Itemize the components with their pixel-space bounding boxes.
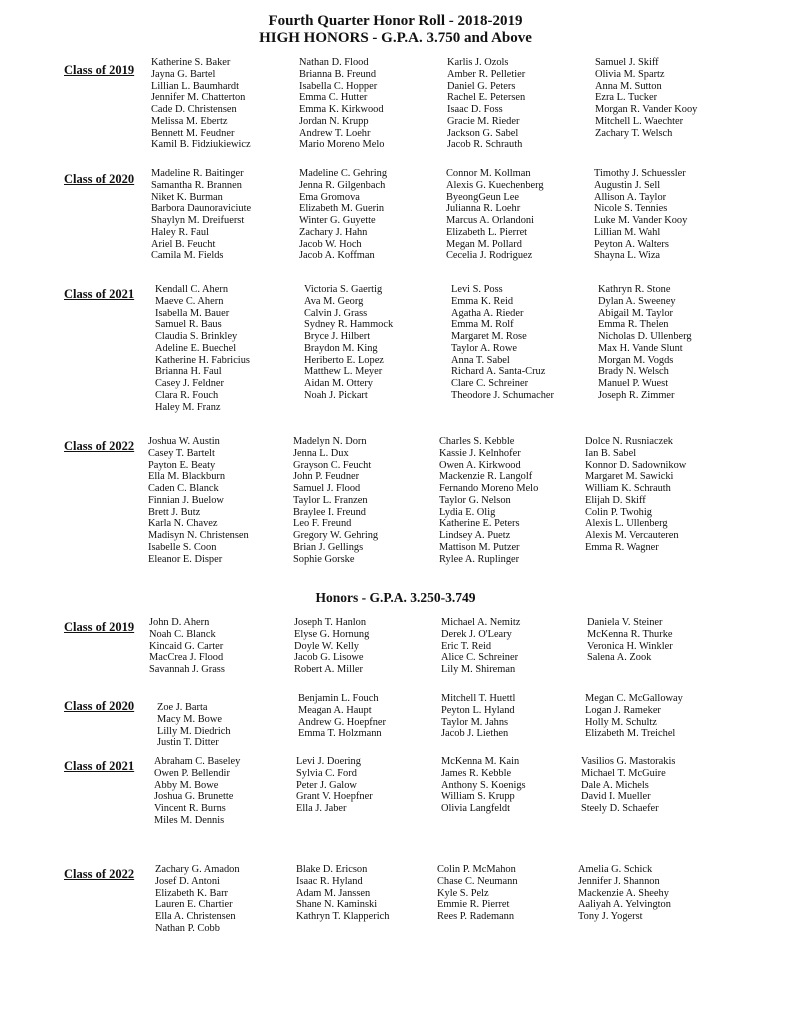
student-name: Megan C. McGalloway: [585, 693, 683, 704]
student-name: Alice C. Schreiner: [441, 652, 519, 664]
student-name: Owen P. Bellendir: [154, 767, 230, 779]
student-name: ByeongGeun Lee: [446, 191, 519, 203]
student-name: Fernando Moreno Melo: [439, 483, 539, 494]
student-name: Abigail M. Taylor: [598, 307, 673, 319]
student-name: Holly M. Schultz: [585, 716, 657, 728]
student-name: Doyle W. Kelly: [294, 640, 359, 652]
student-name: Tony J. Yogerst: [578, 911, 643, 922]
student-name: Victoria S. Gaertig: [304, 284, 383, 295]
name-column: [581, 756, 675, 815]
student-name: Elizabeth M. Guerin: [299, 203, 385, 215]
student-name: Lily M. Shireman: [441, 664, 516, 675]
class-year-label: Class of 2022: [64, 867, 135, 881]
student-name: Jordan N. Krupp: [299, 115, 369, 127]
student-name: Kyle S. Pelz: [437, 887, 489, 899]
student-name: Olivia M. Spartz: [595, 68, 665, 80]
student-name: Katherine S. Baker: [151, 57, 231, 68]
student-name: Peyton L. Hyland: [441, 704, 515, 716]
student-name: Karla N. Chavez: [148, 518, 218, 530]
student-name: Katherine E. Peters: [439, 518, 520, 530]
student-name: Agatha A. Rieder: [451, 307, 524, 319]
student-name: Sylvia C. Ford: [296, 767, 357, 779]
student-name: Jacob R. Schrauth: [447, 139, 523, 151]
name-column: [296, 864, 389, 923]
student-name: Logan J. Rameker: [585, 704, 661, 716]
student-name: Michael T. McGuire: [581, 767, 666, 779]
honor-roll-title: Fourth Quarter Honor Roll - 2018-2019: [268, 13, 523, 29]
student-name: Shane N. Kaminski: [296, 899, 378, 911]
name-column: [155, 864, 240, 935]
class-year-label: Class of 2020: [64, 699, 135, 713]
student-name: Caden C. Blanck: [148, 483, 219, 494]
name-column: [294, 617, 369, 676]
student-name: Lillian M. Wahl: [594, 226, 661, 238]
name-column: [151, 57, 251, 151]
student-name: Steely D. Schaefer: [581, 803, 659, 814]
student-name: Niket K. Burman: [151, 191, 223, 203]
student-name: Ariel B. Feucht: [151, 238, 216, 250]
student-name: Alexis M. Vercauteren: [585, 530, 679, 541]
student-name: Rees P. Rademann: [437, 911, 515, 922]
name-column: [441, 693, 515, 740]
student-name: Max H. Vande Slunt: [598, 342, 683, 354]
student-name: Kathryn T. Klapperich: [296, 911, 390, 922]
student-name: Maeve C. Ahern: [155, 295, 224, 307]
student-name: Emma C. Hutter: [299, 92, 368, 104]
student-name: Jacob W. Hoch: [299, 238, 362, 250]
student-name: Julianna R. Loehr: [446, 203, 521, 215]
student-name: Cecelia J. Rodriguez: [446, 250, 533, 262]
student-name: Andrew T. Loehr: [299, 127, 371, 139]
student-name: Cade D. Christensen: [151, 104, 237, 115]
class-year-label: Class of 2021: [64, 287, 135, 301]
student-name: Winter G. Guyette: [299, 215, 376, 226]
student-name: Isaac R. Hyland: [296, 875, 363, 887]
student-name: Jennifer M. Chatterton: [151, 92, 246, 104]
student-name: Casey T. Bartelt: [148, 447, 215, 459]
student-name: Isabella C. Hopper: [299, 80, 378, 92]
student-name: Noah C. Blanck: [149, 628, 216, 640]
student-name: Isabella M. Bauer: [155, 307, 230, 319]
student-name: Kendall C. Ahern: [155, 284, 229, 295]
student-name: Brian J. Gellings: [293, 541, 364, 553]
high-honors-heading: HIGH HONORS - G.P.A. 3.750 and Above: [259, 30, 532, 46]
student-name: Kassie J. Kelnhofer: [439, 447, 521, 459]
class-year-label: Class of 2020: [64, 172, 135, 186]
student-name: Rachel E. Petersen: [447, 92, 526, 104]
student-name: Daniel G. Peters: [447, 80, 516, 92]
student-name: Haley M. Franz: [155, 401, 221, 413]
student-name: Matthew L. Meyer: [304, 366, 383, 378]
student-name: Brett J. Butz: [148, 506, 201, 518]
student-name: Zachary J. Hahn: [299, 226, 368, 238]
student-name: Anthony S. Koenigs: [441, 779, 526, 791]
student-name: Allison A. Taylor: [594, 191, 667, 203]
student-name: Joseph T. Hanlon: [294, 617, 367, 628]
student-name: Abraham C. Baseley: [154, 756, 241, 767]
student-name: Emma R. Wagner: [585, 541, 659, 553]
student-name: Ian B. Sabel: [585, 447, 637, 459]
student-name: Kincaid G. Carter: [149, 640, 224, 652]
student-name: John D. Ahern: [149, 617, 210, 628]
student-name: Andrew G. Hoepfner: [298, 716, 387, 728]
student-name: Melissa M. Ebertz: [151, 115, 228, 127]
student-name: Salena A. Zook: [587, 652, 652, 664]
class-year-label: Class of 2021: [64, 759, 135, 773]
student-name: Bennett M. Feudner: [151, 127, 235, 139]
student-name: Justin T. Ditter: [157, 737, 219, 749]
student-name: Katherine H. Fabricius: [155, 354, 250, 366]
student-name: Taylor L. Franzen: [293, 494, 368, 506]
student-name: Kathryn R. Stone: [598, 284, 671, 295]
student-name: Grayson C. Feucht: [293, 459, 372, 471]
student-name: Nicholas D. Ullenberg: [598, 331, 692, 342]
student-name: Jenna L. Dux: [293, 447, 349, 459]
student-name: Amelia G. Schick: [578, 864, 653, 875]
student-name: Dolce N. Rusniaczek: [585, 436, 674, 447]
student-name: Brady N. Welsch: [598, 366, 669, 378]
student-name: Dale A. Michels: [581, 779, 649, 791]
student-name: Josef D. Antoni: [155, 875, 220, 887]
student-name: Colin P. Twohig: [585, 506, 652, 518]
student-name: Noah J. Pickart: [304, 389, 368, 401]
student-name: Margaret M. Rose: [451, 331, 527, 342]
student-name: Macy M. Bowe: [157, 713, 222, 725]
student-name: Joshua G. Brunette: [154, 791, 234, 803]
student-name: Lindsey A. Puetz: [439, 530, 511, 541]
name-column: [148, 436, 249, 565]
name-column: [296, 756, 373, 815]
student-name: Emmie R. Pierret: [437, 899, 510, 911]
student-name: Morgan R. Vander Kooy: [595, 104, 698, 115]
student-name: Aidan M. Ottery: [304, 378, 373, 389]
student-name: Eric T. Reid: [441, 640, 492, 652]
student-name: Mackenzie R. Langolf: [439, 471, 533, 483]
name-column: [441, 756, 526, 815]
student-name: Madeline R. Baitinger: [151, 168, 244, 179]
student-name: Sophie Gorske: [293, 553, 355, 565]
student-name: Augustin J. Sell: [594, 179, 661, 191]
student-name: Daniela V. Steiner: [587, 617, 663, 628]
student-name: James R. Kebble: [441, 767, 512, 779]
student-name: Adeline E. Buechel: [155, 342, 237, 354]
student-name: Elizabeth M. Treichel: [585, 728, 676, 740]
name-column: [149, 617, 225, 676]
student-name: Isabelle S. Coon: [148, 541, 217, 553]
student-name: Claudia S. Brinkley: [155, 331, 238, 342]
student-name: Charles S. Kebble: [439, 436, 515, 447]
student-name: Zachary T. Welsch: [595, 127, 673, 139]
student-name: Levi J. Doering: [296, 756, 361, 767]
name-column: [585, 693, 683, 740]
student-name: Theodore J. Schumacher: [451, 389, 555, 401]
student-name: Connor M. Kollman: [446, 168, 531, 179]
student-name: Miles M. Dennis: [154, 814, 225, 826]
student-name: McKenna R. Thurke: [587, 628, 673, 640]
student-name: Vincent R. Burns: [154, 803, 226, 814]
student-name: Braylee I. Freund: [293, 506, 366, 518]
name-column: [437, 864, 518, 923]
student-name: Anna M. Sutton: [595, 80, 662, 92]
student-name: Calvin J. Grass: [304, 307, 368, 319]
student-name: Nathan P. Cobb: [155, 922, 220, 934]
student-name: Jacob A. Koffman: [299, 250, 375, 262]
student-name: Emma R. Thelen: [598, 319, 669, 331]
student-name: Nathan D. Flood: [299, 57, 369, 68]
student-name: Ema Gromova: [299, 191, 360, 203]
student-name: Samantha R. Brannen: [151, 179, 242, 191]
student-name: Jennifer J. Shannon: [578, 875, 660, 887]
student-name: Veronica H. Winkler: [587, 640, 673, 652]
student-name: Mitchell T. Huettl: [441, 693, 516, 704]
student-name: Madisyn N. Christensen: [148, 530, 249, 541]
student-name: Zoe J. Barta: [157, 702, 208, 713]
student-name: Emma T. Holzmann: [298, 728, 382, 740]
class-year-label: Class of 2019: [64, 63, 135, 77]
student-name: Amber R. Pelletier: [447, 68, 526, 80]
student-name: Jackson G. Sabel: [447, 127, 519, 139]
student-name: Clare C. Schreiner: [451, 378, 529, 389]
student-name: Clara R. Fouch: [155, 389, 219, 401]
student-name: Ella M. Blackburn: [148, 471, 226, 483]
student-name: Elizabeth L. Pierret: [446, 226, 528, 238]
name-column: [451, 284, 554, 402]
student-name: Samuel J. Flood: [293, 483, 361, 494]
student-name: Gracie M. Rieder: [447, 115, 520, 127]
student-name: Rylee A. Ruplinger: [439, 553, 520, 565]
student-name: Chase C. Neumann: [437, 875, 518, 887]
student-name: Lydia E. Olig: [439, 506, 496, 518]
student-name: Michael A. Nemitz: [441, 617, 521, 628]
student-name: Adam M. Janssen: [296, 887, 371, 899]
student-name: Finnian J. Buelow: [148, 494, 224, 506]
name-column: [151, 168, 251, 262]
name-column: [585, 436, 686, 554]
student-name: Taylor A. Rowe: [451, 342, 517, 354]
student-name: Payton E. Beaty: [148, 459, 216, 471]
student-name: Derek J. O'Leary: [441, 628, 512, 640]
student-name: Olivia Langfeldt: [441, 803, 510, 814]
student-name: Anna T. Sabel: [451, 354, 510, 366]
student-name: Grant V. Hoepfner: [296, 791, 373, 803]
student-name: Manuel P. Wuest: [598, 378, 669, 389]
honors-heading: Honors - G.P.A. 3.250-3.749: [315, 590, 476, 605]
name-column: [439, 436, 538, 565]
name-column: [155, 284, 250, 413]
student-name: Sydney R. Hammock: [304, 319, 394, 331]
student-name: Taylor G. Nelson: [439, 494, 511, 506]
student-name: Elijah D. Skiff: [585, 494, 646, 506]
student-name: Vasilios G. Mastorakis: [581, 756, 676, 767]
student-name: Joshua W. Austin: [148, 436, 220, 447]
student-name: Timothy J. Schuessler: [594, 168, 686, 179]
student-name: Ella A. Christensen: [155, 911, 236, 922]
name-column: [441, 617, 520, 676]
name-column: [587, 617, 673, 664]
student-name: Joseph R. Zimmer: [598, 389, 675, 401]
student-name: John P. Feudner: [293, 471, 360, 483]
student-name: Mitchell L. Waechter: [595, 115, 684, 127]
student-name: Elizabeth K. Barr: [155, 887, 228, 899]
name-column: [595, 57, 697, 139]
student-name: Levi S. Poss: [451, 284, 503, 295]
student-name: Owen A. Kirkwood: [439, 459, 521, 471]
name-column: [447, 57, 525, 151]
student-name: Karlis J. Ozols: [447, 57, 509, 68]
name-column: [594, 168, 687, 262]
student-name: Casey J. Feldner: [155, 378, 224, 389]
student-name: Taylor M. Jahns: [441, 716, 509, 728]
student-name: Dylan A. Sweeney: [598, 295, 676, 307]
student-name: Megan M. Pollard: [446, 238, 522, 250]
student-name: Peter J. Galow: [296, 779, 357, 791]
student-name: Brianna H. Faul: [155, 366, 222, 378]
student-name: Emma K. Kirkwood: [299, 104, 384, 115]
name-column: [293, 436, 378, 565]
student-name: Nicole S. Tennies: [594, 203, 668, 215]
class-year-label: Class of 2022: [64, 439, 135, 453]
student-name: Meagan A. Haupt: [298, 704, 372, 716]
student-name: Benjamin L. Fouch: [298, 693, 379, 704]
student-name: Brianna B. Freund: [299, 68, 377, 80]
student-name: Braydon M. King: [304, 342, 378, 354]
student-name: Peyton A. Walters: [594, 238, 669, 250]
student-name: Leo F. Freund: [293, 518, 352, 530]
student-name: Marcus A. Orlandoni: [446, 215, 535, 226]
name-column: [154, 756, 240, 827]
student-name: Madelyn N. Dorn: [293, 436, 367, 447]
student-name: Shayna L. Wiza: [594, 250, 661, 262]
student-name: Samuel J. Skiff: [595, 57, 659, 68]
student-name: Zachary G. Amadon: [155, 864, 240, 875]
student-name: Richard A. Santa-Cruz: [451, 366, 546, 378]
student-name: Robert A. Miller: [294, 664, 363, 675]
student-name: Blake D. Ericson: [296, 864, 368, 875]
student-name: William S. Krupp: [441, 791, 515, 803]
student-name: Ezra L. Tucker: [595, 92, 658, 104]
student-name: Konnor D. Sadownikow: [585, 459, 687, 471]
student-name: Savannah J. Grass: [149, 664, 225, 675]
student-name: Alexis G. Kuechenberg: [446, 179, 544, 191]
name-column: [578, 864, 671, 923]
student-name: Emma K. Reid: [451, 295, 514, 307]
student-name: Ella J. Jaber: [296, 803, 347, 814]
student-name: Colin P. McMahon: [437, 864, 516, 875]
name-column: [446, 168, 544, 262]
student-name: Luke M. Vander Kooy: [594, 215, 688, 226]
student-name: Mario Moreno Melo: [299, 139, 385, 151]
student-name: Alexis L. Ullenberg: [585, 518, 668, 530]
student-name: Jacob G. Lisowe: [294, 652, 364, 664]
name-column: [304, 284, 393, 402]
student-name: Heriberto E. Lopez: [304, 354, 384, 366]
student-name: Shaylyn M. Dreifuerst: [151, 215, 245, 226]
student-name: Isaac D. Foss: [447, 104, 503, 115]
student-name: Madeline C. Gehring: [299, 168, 388, 179]
student-name: Lauren E. Chartier: [155, 899, 233, 911]
student-name: Barbora Daunoraviciute: [151, 203, 252, 215]
student-name: Morgan M. Vogds: [598, 354, 674, 366]
student-name: Lillian L. Baumhardt: [151, 80, 240, 92]
student-name: Margaret M. Sawicki: [585, 471, 674, 483]
name-column: [298, 693, 386, 740]
student-name: Elyse G. Hornung: [294, 628, 370, 640]
student-name: Samuel R. Baus: [155, 319, 222, 331]
student-name: David I. Mueller: [581, 791, 651, 803]
student-name: Kamil B. Fidziukiewicz: [151, 139, 251, 151]
student-name: Gregory W. Gehring: [293, 530, 379, 541]
student-name: Jayna G. Bartel: [151, 68, 216, 80]
student-name: Mattison M. Putzer: [439, 541, 520, 553]
class-year-label: Class of 2019: [64, 620, 135, 634]
name-column: [598, 284, 692, 402]
student-name: Eleanor E. Disper: [148, 553, 223, 565]
student-name: Lilly M. Diedrich: [157, 725, 231, 737]
student-name: Abby M. Bowe: [154, 779, 219, 791]
name-column: [299, 57, 384, 151]
student-name: Emma M. Rolf: [451, 319, 514, 331]
student-name: Haley R. Faul: [151, 226, 210, 238]
name-column: [299, 168, 387, 262]
student-name: Camila M. Fields: [151, 250, 224, 262]
student-name: Ava M. Georg: [304, 295, 364, 307]
student-name: Mackenzie A. Sheehy: [578, 887, 669, 899]
student-name: Jenna R. Gilgenbach: [299, 179, 386, 191]
name-column: [157, 702, 231, 749]
student-name: William K. Schrauth: [585, 483, 671, 494]
student-name: McKenna M. Kain: [441, 756, 520, 767]
student-name: Jacob J. Liethen: [441, 728, 509, 740]
student-name: Bryce J. Hilbert: [304, 331, 371, 342]
student-name: Aaliyah A. Yelvington: [578, 899, 671, 911]
student-name: MacCrea J. Flood: [149, 652, 224, 664]
